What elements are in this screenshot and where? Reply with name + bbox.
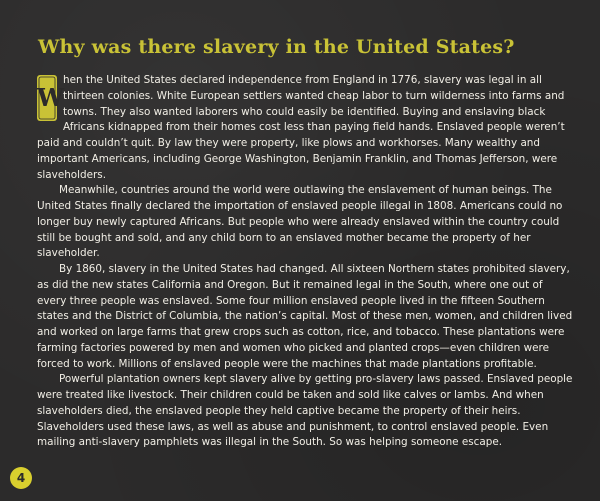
drop-cap-letter: W — [37, 83, 64, 112]
paragraph-2: Meanwhile, countries around the world were outlawing the enslavement of human beings. The United States finally declared the importation of enslaved people illegal in 1808. Americans could no longer buy newly captured Africans. But people who were already enslaved within the country could still be bought and sold, and any child born to an enslaved mother became the property of her slaveholder. — [37, 184, 563, 260]
paragraph-1-text: hen the United States declared independence from England in 1776, slavery was legal in all thirteen colonies. White European settlers wanted cheap labor to turn wilderness into farms and towns. They also wanted laborers who could easily be identified. Buying and enslaving black Africans kidnapped from their homes cost less than paying field hands. Enslaved people weren’t paid and couldn’t quit. By law they were property, like plows and workhorses. Many wealthy and important Americans, including George Washington, Benjamin Franklin, and Thomas Jefferson, were slaveholders. — [37, 74, 565, 181]
paragraph-3: By 1860, slavery in the United States had changed. All sixteen Northern states prohibited slavery, as did the new states California and Oregon. But it remained legal in the South, where one out of every three people was enslaved. Some four million enslaved people lived in the fifteen Southern states and the District of Columbia, the nation’s capital. Most of these men, women, and children lived and worked on large farms that grew crops such as cotton, rice, and tobacco. These plantations were farming factories powered by men and women who picked and planted crops—even children were forced to work. Millions of enslaved people were the machines that made plantations profitable. — [37, 263, 573, 370]
body-text — [37, 73, 575, 451]
drop-cap — [37, 75, 64, 121]
page-number-badge: 4 — [10, 467, 32, 489]
page-heading: Why was there slavery in the United States? — [38, 36, 515, 58]
paragraph-4: Powerful plantation owners kept slavery alive by getting pro-slavery laws passed. Enslaved people were treated like livestock. Their children could be taken and sold like calves or lambs. And when slaveholders died, the enslaved people they held captive became the property of their heirs. Slaveholders used these laws, as well as abuse and punishment, to control enslaved people. Even mailing anti-slavery pamphlets was illegal in the South. So was helping someone escape. — [37, 373, 573, 449]
paragraph-1 — [37, 73, 575, 183]
